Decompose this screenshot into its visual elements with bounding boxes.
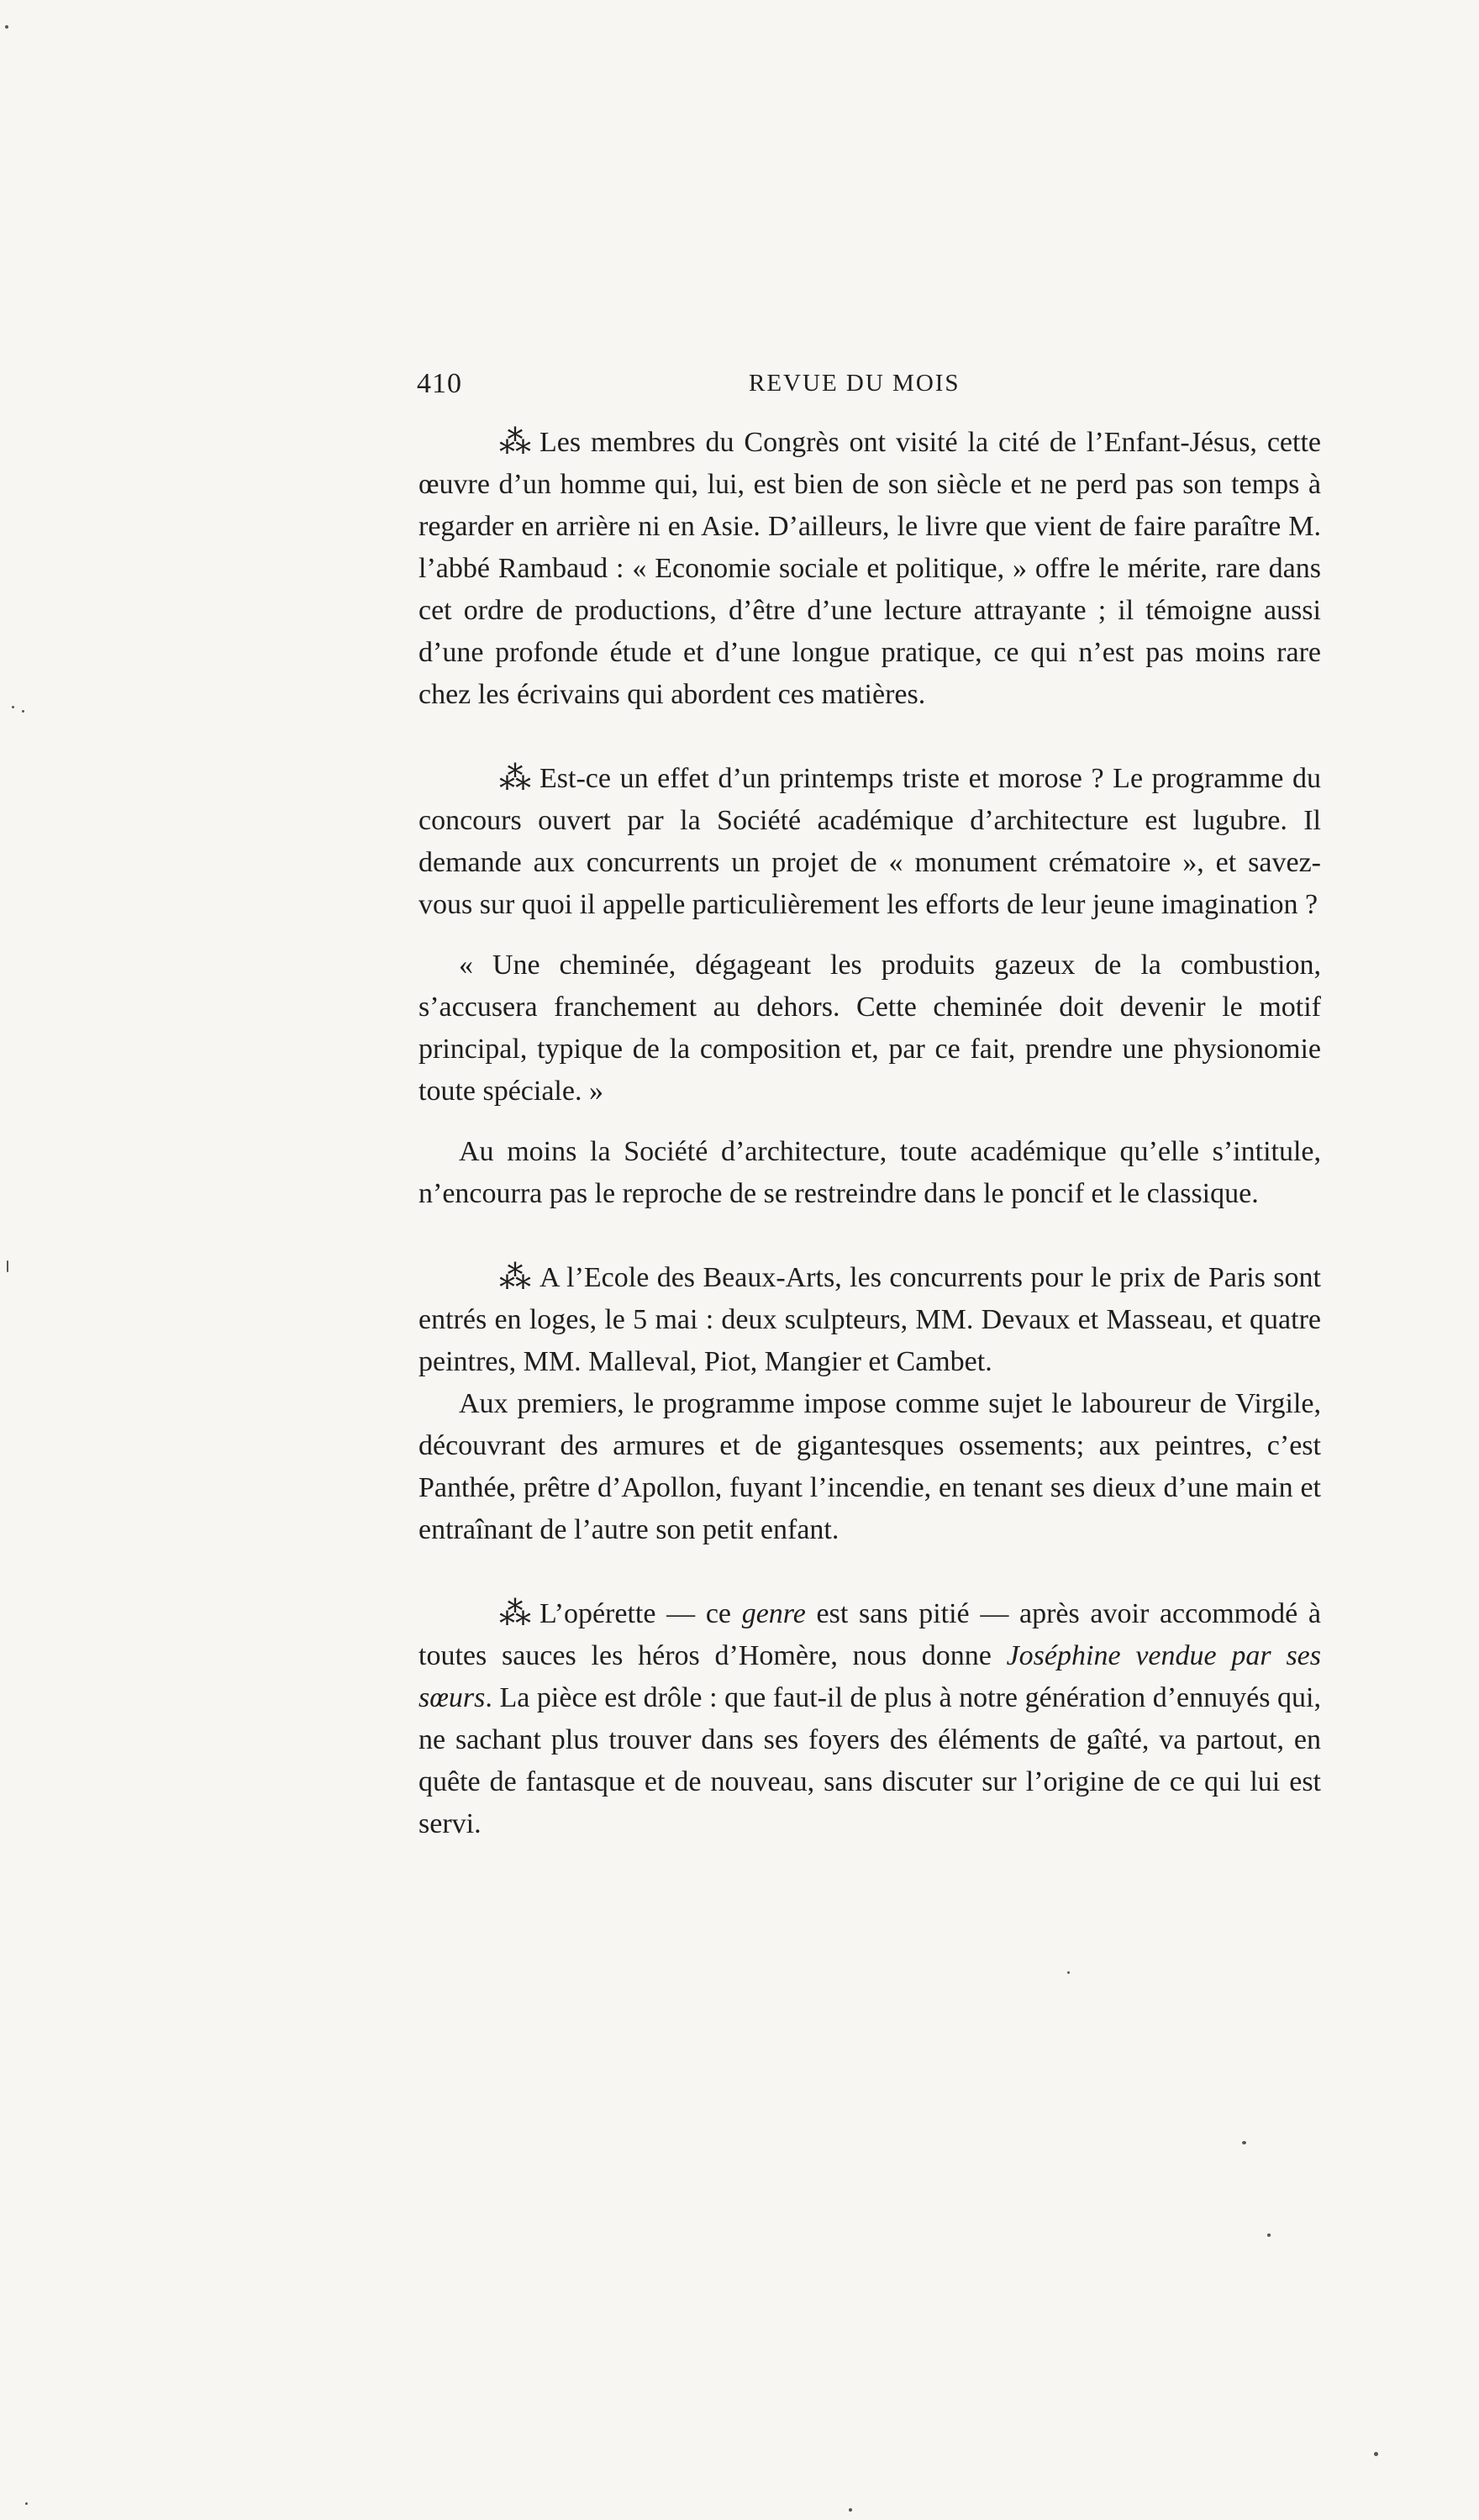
page-header: [417, 368, 1308, 408]
italic-title-text: Joséphine vendue par ses sœurs: [418, 1640, 1321, 1713]
scan-speck: [1242, 2141, 1246, 2144]
paragraph-text: est sans pitié — après avoir accommodé à toutes sauces les héros d’Homère, nous donne: [418, 1598, 1321, 1671]
scan-speck: [849, 2508, 852, 2512]
asterism-icon: ⁂: [499, 1260, 531, 1296]
scan-speck: [7, 1260, 8, 1272]
section-lead-paragraph: [418, 758, 1321, 926]
scan-speck: [12, 706, 14, 708]
paragraph-text: Au moins la Société d’architecture, toute académique qu’elle s’intitule, n’encourra pas le reproche de se restreindre dans le poncif et le classique.: [418, 1136, 1321, 1209]
paragraph-text: Est-ce un effet d’un printemps triste et morose ? Le programme du concours ouvert par la Société académique d’architecture est lugubre. Il demande aux concurrents un projet de « monument crématoire », et savez-vous sur quoi il appelle particulièrement les efforts de leur jeune imagination ?: [418, 763, 1321, 920]
scan-speck: [25, 2502, 28, 2505]
asterism-icon: ⁂: [499, 1597, 531, 1632]
asterism-icon: ⁂: [499, 761, 531, 797]
paragraph-text: « Une cheminée, dégageant les produits gazeux de la combustion, s’accusera franchement au dehors. Cette cheminée doit devenir le motif principal, typique de la composition et, par ce fait, prendre une physionomie toute spéciale. »: [418, 950, 1321, 1107]
scan-speck: [22, 710, 24, 713]
scan-speck: [1267, 2233, 1271, 2237]
article-body: [418, 422, 1321, 1845]
scan-speck: [5, 25, 8, 29]
paragraph-text: Aux premiers, le programme impose comme sujet le laboureur de Virgile, découvrant des armures et de gigantesques ossements; aux peintres, c’est Panthée, prêtre d’Apollon, fuyant l’incendie, en tenant ses dieux d’une main et entraînant de l’autre son petit enfant.: [418, 1388, 1321, 1545]
section-lead-paragraph: [418, 1257, 1321, 1383]
italic-title-text: genre: [741, 1598, 806, 1629]
scan-speck: [1374, 2452, 1378, 2456]
paragraph: [418, 1131, 1321, 1215]
paragraph-text: L’opérette — ce: [539, 1598, 742, 1629]
section-lead-paragraph: [418, 422, 1321, 716]
paragraph-text: . La pièce est drôle : que faut-il de plus à notre génération d’ennuyés qui, ne sachant plus trouver dans ses foyers des éléments de gaîté, va partout, en quête de fantasque et de nouveau, sans discuter sur l’origine de ce qui lui est servi.: [418, 1682, 1321, 1839]
paragraph: [418, 944, 1321, 1113]
asterism-icon: ⁂: [499, 425, 531, 460]
paragraph: [418, 1383, 1321, 1551]
paragraph-text: A l’Ecole des Beaux-Arts, les concurrents pour le prix de Paris sont entrés en loges, le 5 mai : deux sculpteurs, MM. Devaux et Masseau, et quatre peintres, MM. Malleval, Piot, Mangier et Cambet.: [418, 1262, 1321, 1377]
page-number: 410: [417, 368, 462, 399]
section-lead-paragraph: [418, 1593, 1321, 1845]
paragraph-text: Les membres du Congrès ont visité la cité de l’Enfant-Jésus, cette œuvre d’un homme qui, lui, est bien de son siècle et ne perd pas son temps à regarder en arrière ni en Asie. D’ailleurs, le livre que vient de faire paraître M. l’abbé Rambaud : « Economie sociale et politique, » offre le mérite, rare dans cet ordre de productions, d’être d’une lecture attrayante ; il témoigne aussi d’une profonde étude et d’une longue pratique, ce qui n’est pas moins rare chez les écrivains qui abordent ces matières.: [418, 427, 1321, 710]
running-title: REVUE DU MOIS: [749, 370, 961, 397]
scan-speck: [1067, 1971, 1070, 1974]
